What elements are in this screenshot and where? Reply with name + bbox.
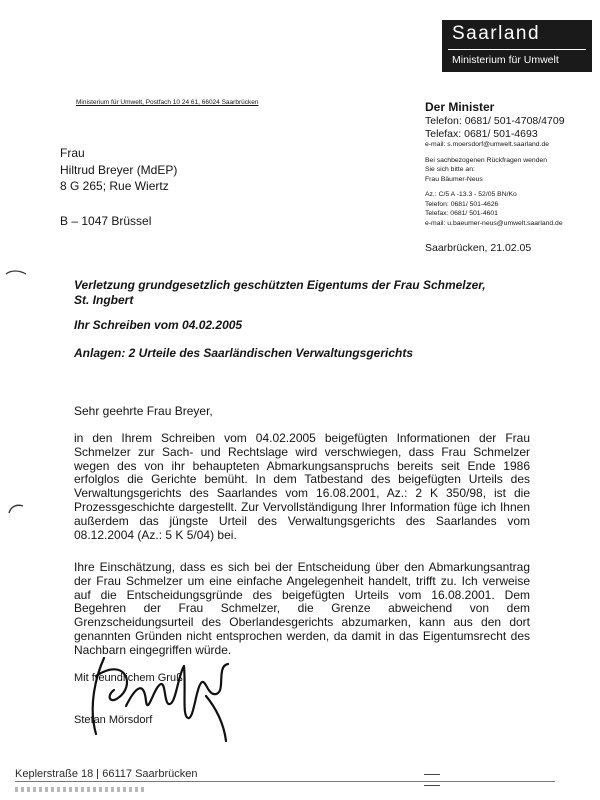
footer-address <box>15 768 197 780</box>
sender-title: Der Minister <box>425 100 495 114</box>
footer-city: 66117 Saarbrücken <box>102 768 198 780</box>
contact-phone: Telefon: 0681/ 501-4626 <box>425 200 499 208</box>
ministry-logo <box>442 20 592 72</box>
logo-divider <box>448 49 586 50</box>
subject-line-2: St. Ingbert <box>74 293 134 307</box>
contact-person: Frau Bäumer-Neus <box>425 175 483 183</box>
recipient-salutation-line: Frau <box>60 146 85 160</box>
handwritten-signature <box>66 646 246 746</box>
punch-mark-top <box>5 268 27 278</box>
contact-fax: Telefax: 0681/ 501-4601 <box>425 210 498 217</box>
recipient-street: 8 G 265; Rue Wiertz <box>60 179 169 193</box>
contact-email: e-mail: u.baeumer-neus@umwelt.saarland.de <box>425 219 563 227</box>
scan-mark <box>424 774 440 786</box>
logo-subtitle: Ministerium für Umwelt <box>452 54 559 66</box>
return-address: Ministerium für Umwelt, Postfach 10 24 61, 66024 Saarbrücken <box>76 99 259 106</box>
footer-divider <box>15 781 555 782</box>
salutation: Sehr geehrte Frau Breyer, <box>74 404 213 418</box>
closing: Mit freundlichem Gruß <box>74 672 183 684</box>
sender-fax: Telefax: 0681/ 501-4693 <box>425 127 538 140</box>
logo-name: Saarland <box>452 23 541 44</box>
footer-scan-artifact <box>15 787 145 792</box>
recipient-address <box>60 145 177 229</box>
contact-note-1: Bei sachbezogenen Rückfragen wenden <box>425 156 548 164</box>
sender-block <box>425 100 565 228</box>
body-paragraph-1: in den Ihrem Schreiben vom 04.02.2005 beigefügten Informationen der Frau Schmelzer zur Sach- und Rechtslage wird verschwiegen, dass Frau Schmelzer wegen des von ihr behaupteten Abmarkungsanspruchs bereits seit Ende 1986 erfolglos die Gerichte bemüht. In dem Tatbestand des beigefügten Urteils des Verwaltungsgerichts des Saarlandes vom 16.08.2001, Az.: 2 K 350/98, ist die Prozessgeschichte dargestellt. Zur Vervollständigung Ihrer Information füge ich Ihnen außerdem das jüngste Urteil des Verwaltungsgerichts des Saarlandes vom 08.12.2004 (Az.: 5 K 5/04) bei. <box>74 431 530 542</box>
sender-email: e-mail: s.moersdorf@umwelt.saarland.de <box>425 141 550 148</box>
recipient-name: Hiltrud Breyer (MdEP) <box>60 162 178 177</box>
letter-date: Saarbrücken, 21.02.05 <box>425 242 532 254</box>
footer-street: Keplerstraße 18 <box>15 768 94 780</box>
subject-line-1: Verletzung grundgesetzlich geschützten Eigentums der Frau Schmelzer, <box>74 278 486 292</box>
subject-attachments: Anlagen: 2 Urteile des Saarländischen Verwaltungsgerichts <box>74 346 413 360</box>
reference-number: Az.: C/5 A -13.3 - 52/05 BN/Ko <box>425 191 517 198</box>
signer-name: Stefan Mörsdorf <box>74 714 153 726</box>
punch-mark-bottom <box>8 503 24 515</box>
subject-reference: Ihr Schreiben vom 04.02.2005 <box>74 318 243 332</box>
body-paragraph-2: Ihre Einschätzung, dass es sich bei der Entscheidung über den Abmarkungsantrag der Frau Schmelzer um eine einfache Angelegenheit handelt, trifft zu. Ich verweise auf die Entscheidungsgründe des beigefügten Urteils vom 16.08.2001. Dem Begehren der Frau Schmelzer, die Grenze abweichend von dem Grenzscheidungsurteil des Oberlandesgerichts abzumarken, kann aus den dort genannten Gründen nicht entsprochen werden, da damit in das Eigentumsrecht des Nachbarn eingegriffen würde. <box>74 560 530 657</box>
sender-phone: Telefon: 0681/ 501-4708/4709 <box>425 115 565 127</box>
recipient-city: B – 1047 Brüssel <box>60 213 152 228</box>
contact-note-2: Sie sich bitte an: <box>425 166 475 173</box>
